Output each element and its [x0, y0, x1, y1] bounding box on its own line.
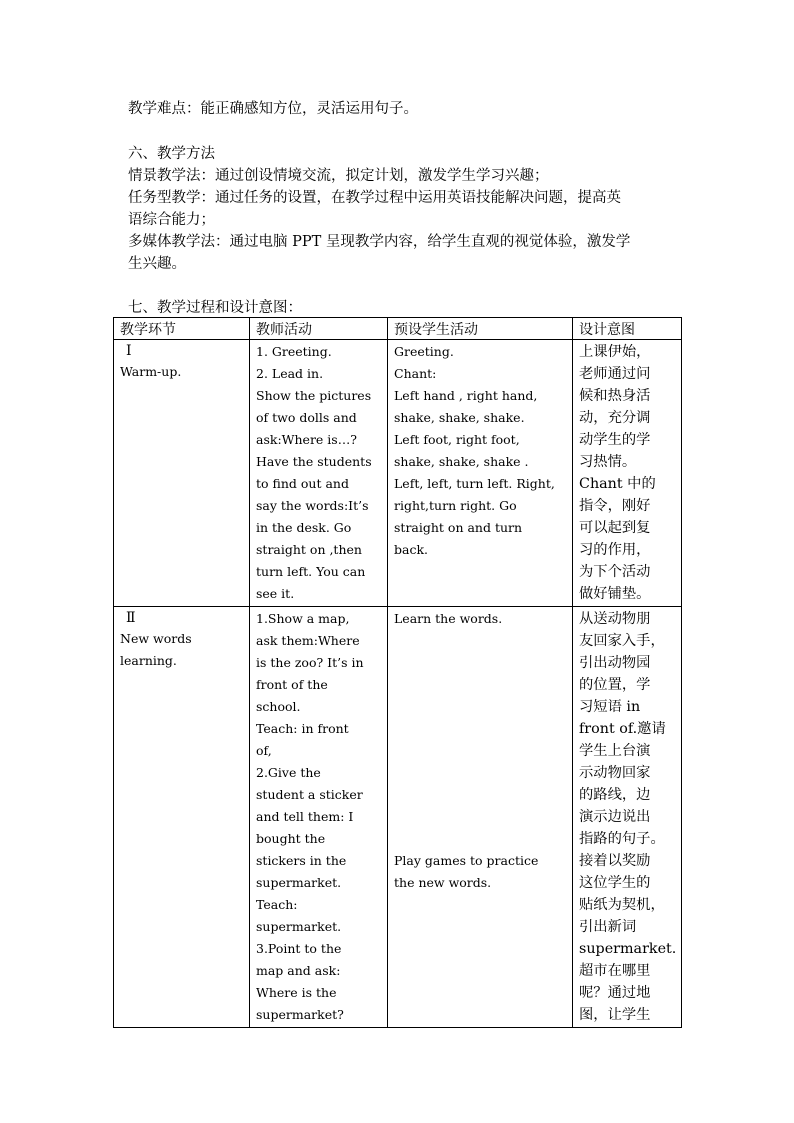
stage-name: Warm-up.	[120, 364, 182, 379]
design-line: front of.邀请	[579, 721, 666, 737]
student-line: Greeting.	[394, 344, 454, 359]
teacher-line: is the zoo? It’s in	[256, 655, 364, 670]
design-line: 学生上台演	[579, 743, 651, 759]
design-line: 的路线，边	[579, 787, 651, 803]
table-row	[114, 607, 682, 1028]
design-line: 贴纸为契机，	[579, 897, 665, 913]
design-line: 上课伊始，	[579, 344, 651, 360]
student-line: Learn the words.	[394, 611, 503, 626]
student-line: Chant:	[394, 366, 437, 381]
design-line: 引出动物园	[579, 655, 651, 671]
design-line: 候和热身活	[579, 388, 651, 404]
design-line: Chant 中的	[579, 476, 656, 492]
student-line: shake, shake, shake .	[394, 454, 529, 469]
teacher-line: and tell them: I	[256, 809, 354, 824]
teacher-line: 1. Greeting.	[256, 344, 332, 359]
design-line: supermarket.	[579, 941, 677, 957]
student-line: straight on and turn	[394, 520, 523, 535]
design-line: 的位置，学	[579, 677, 651, 693]
design-line: 为下个活动	[579, 564, 651, 580]
student-line: Left hand , right hand,	[394, 388, 538, 403]
teacher-line: ask:Where is…?	[256, 432, 357, 447]
design-line: 呢？通过地	[579, 985, 651, 1001]
teacher-activity-cell	[250, 340, 388, 607]
stage-name: learning.	[120, 653, 177, 668]
design-line: 习热情。	[579, 454, 637, 470]
methods-line: 情景教学法：通过创设情境交流，拟定计划，激发学生学习兴趣；	[128, 168, 549, 184]
table-header-row	[114, 318, 682, 340]
design-line: 演示边说出	[579, 809, 651, 825]
teacher-line: student a sticker	[256, 787, 363, 802]
design-intent-cell	[573, 340, 682, 607]
design-line: 友回家入手，	[579, 633, 665, 649]
methods-heading: 六、教学方法	[128, 146, 215, 162]
teacher-activity-cell	[250, 607, 388, 1028]
teacher-line: straight on ,then	[256, 542, 362, 557]
student-line: Left, left, turn left. Right,	[394, 476, 555, 491]
stage-number: Ⅱ	[126, 610, 136, 626]
design-line: 从送动物朋	[579, 611, 651, 627]
teacher-line: supermarket.	[256, 875, 342, 890]
design-line: 可以起到复	[579, 520, 651, 536]
teacher-line: to find out and	[256, 476, 349, 491]
teacher-line: 1.Show a map,	[256, 611, 350, 626]
teacher-line: turn left. You can	[256, 564, 366, 579]
methods-line: 语综合能力；	[128, 212, 215, 228]
student-line: right,turn right. Go	[394, 498, 517, 513]
column-header: 设计意图	[573, 318, 682, 340]
column-header: 教师活动	[250, 318, 388, 340]
design-line: 这位学生的	[579, 875, 651, 891]
teacher-line: Show the pictures	[256, 388, 372, 403]
student-activity-cell	[388, 340, 573, 607]
table-row	[114, 340, 682, 607]
design-line: 示动物回家	[579, 765, 651, 781]
design-line: 动，充分调	[579, 410, 651, 426]
stage-cell	[114, 607, 250, 1028]
design-intent-cell	[573, 607, 682, 1028]
teacher-line: ask them:Where	[256, 633, 360, 648]
teacher-line: stickers in the	[256, 853, 347, 868]
design-line: 接着以奖励	[579, 853, 651, 869]
student-line: Play games to practice	[394, 853, 539, 868]
process-heading: 七、教学过程和设计意图：	[128, 300, 302, 316]
design-line: 动学生的学	[579, 432, 651, 448]
design-line: 指令，刚好	[579, 498, 651, 514]
teacher-line: supermarket.	[256, 919, 342, 934]
teacher-line: front of the	[256, 677, 328, 692]
stage-number: Ⅰ	[126, 343, 132, 359]
column-header: 教学环节	[114, 318, 250, 340]
teacher-line: of two dolls and	[256, 410, 357, 425]
teacher-line: Teach: in front	[256, 721, 349, 736]
design-line: 图，让学生	[579, 1007, 651, 1023]
design-line: 习的作用，	[579, 542, 651, 558]
teaching-process-table	[113, 317, 682, 1028]
design-line: 做好铺垫。	[579, 586, 651, 602]
design-line: 超市在哪里	[579, 963, 651, 979]
stage-name: New words	[120, 631, 192, 646]
student-line: Left foot, right foot,	[394, 432, 520, 447]
methods-line: 多媒体教学法：通过电脑 PPT 呈现教学内容，给学生直观的视觉体验，激发学	[128, 234, 631, 250]
design-line: 老师通过问	[579, 366, 651, 382]
teacher-line: in the desk. Go	[256, 520, 352, 535]
methods-line: 生兴趣。	[128, 256, 186, 272]
teacher-line: say the words:It’s	[256, 498, 369, 513]
difficulty-line: 教学难点：能正确感知方位，灵活运用句子。	[128, 101, 418, 117]
teacher-line: Where is the	[256, 985, 337, 1000]
teacher-line: supermarket?	[256, 1007, 344, 1022]
teacher-line: Have the students	[256, 454, 372, 469]
teacher-line: 3.Point to the	[256, 941, 342, 956]
teacher-line: of,	[256, 743, 272, 758]
student-line: the new words.	[394, 875, 492, 890]
stage-cell	[114, 340, 250, 607]
teacher-line: Teach:	[256, 897, 298, 912]
design-line: 习短语 in	[579, 699, 641, 715]
column-header: 预设学生活动	[388, 318, 573, 340]
design-line: 引出新词	[579, 919, 637, 935]
teacher-line: 2. Lead in.	[256, 366, 324, 381]
teacher-line: bought the	[256, 831, 326, 846]
teacher-line: map and ask:	[256, 963, 341, 978]
student-activity-cell	[388, 607, 573, 1028]
methods-line: 任务型教学：通过任务的设置，在教学过程中运用英语技能解决问题，提高英	[128, 190, 621, 206]
teacher-line: school.	[256, 699, 301, 714]
student-line: back.	[394, 542, 429, 557]
design-line: 指路的句子。	[579, 831, 665, 847]
teacher-line: 2.Give the	[256, 765, 321, 780]
teacher-line: see it.	[256, 586, 295, 601]
student-line: shake, shake, shake.	[394, 410, 525, 425]
